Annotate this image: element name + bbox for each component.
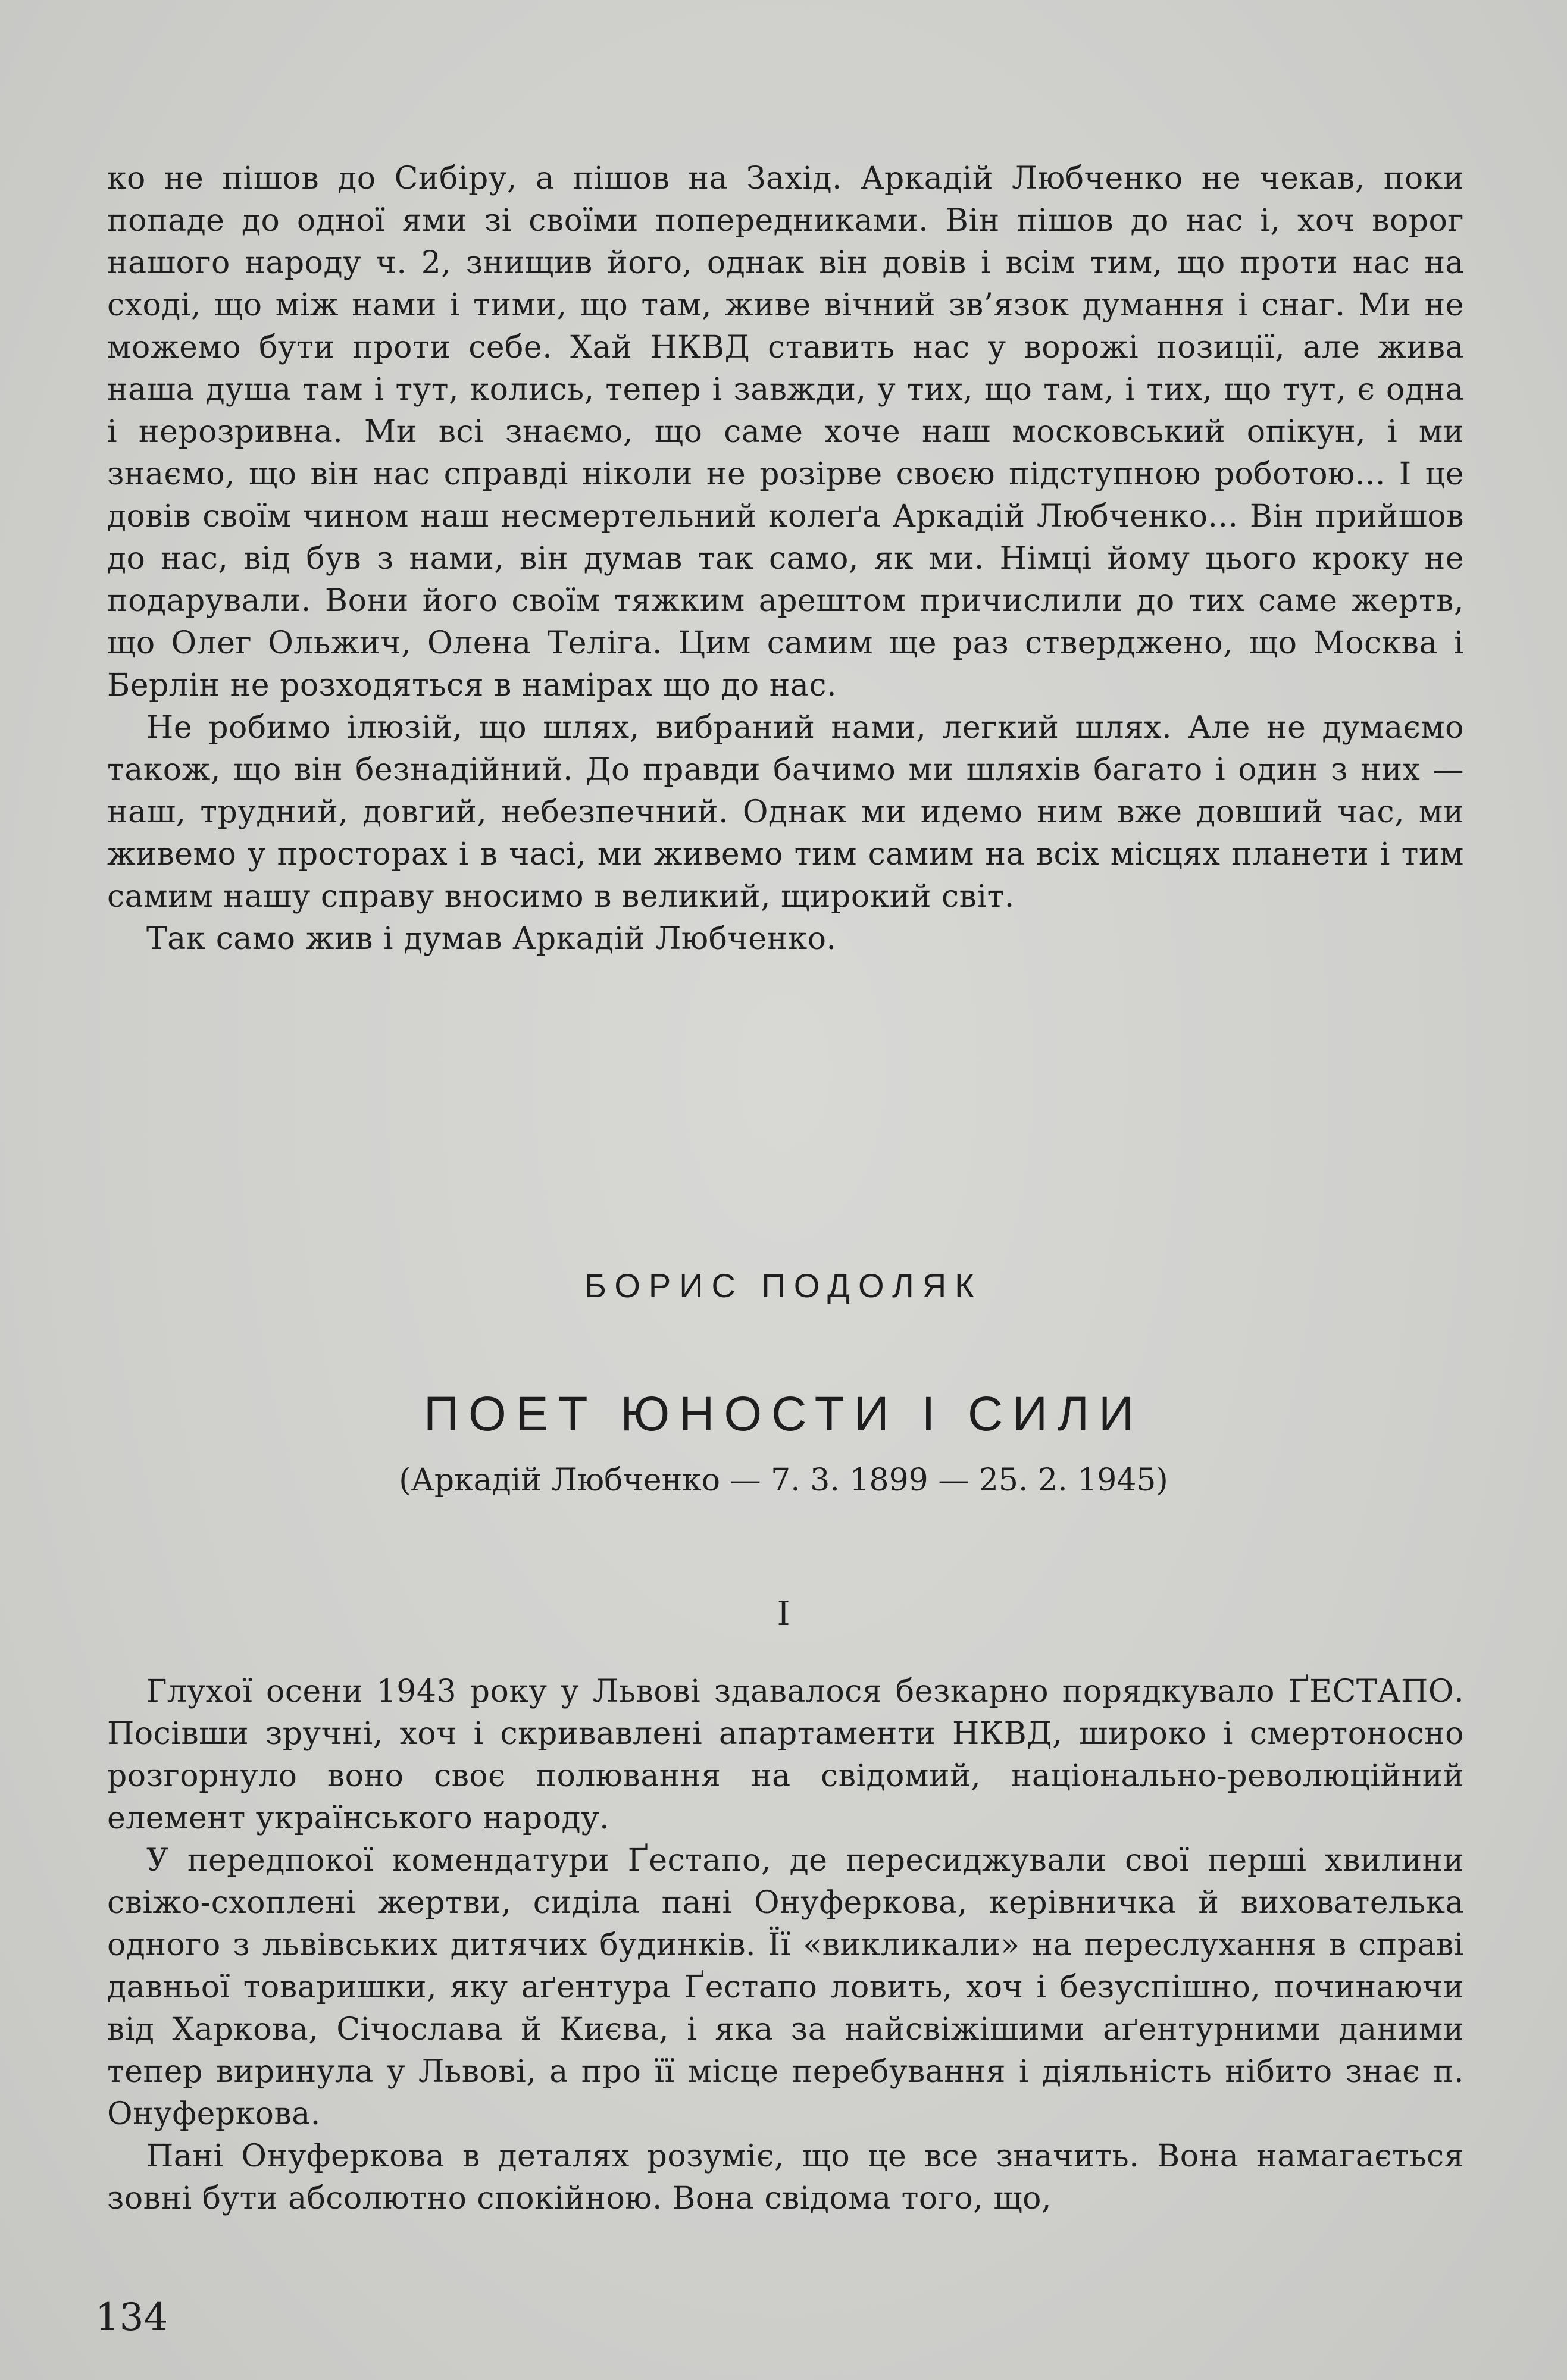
paragraph: ко не пішов до Сибіру, а пішов на Захід. Аркадій Любченко не чекав, поки попаде до одної ями зі своїми попередниками. Він пішов до нас і, хоч ворог нашого народу ч. 2, знищив його, однак він довів і всім тим, що проти нас на сході, що між нами і тими, що там, живе вічний зв’язок думання і снаг. Ми не можемо бути проти себе. Хай НКВД ставить нас у ворожі позиції, але жива наша душа там і тут, колись, тепер і завжди, у тих, що там, і тих, що тут, є одна і нерозривна. Ми всі знаємо, що саме хоче наш московський опікун, і ми знаємо, що він нас справді ніколи не розірве своєю підступною роботою... І це довів своїм чином наш несмертельний колеґа Аркадій Любченко... Він прийшов до нас, від був з нами, він думав так само, як ми. Німці йому цього кроку не подарували. Вони його своїм тяжким арештом причислили до тих саме жертв, що Олег Ольжич, Олена Теліга. Цим самим ще раз стверджено, що Москва і Берлін не розходяться в намірах що до нас. (107, 161, 1464, 703)
paragraph: Пані Онуферкова в деталях розуміє, що це все значить. Вона намагається зовні бути абсолютно спокійною. Вона свідома того, що, (107, 2138, 1464, 2216)
section-number: I (777, 1595, 790, 1633)
page-number: 134 (95, 2296, 168, 2340)
article-subtitle: (Аркадій Любченко — 7. 3. 1899 — 25. 2. 1945) (399, 1463, 1168, 1498)
paragraph: Так само жив і думав Аркадій Любченко. (146, 921, 837, 957)
article-author: БОРИС ПОДОЛЯК (584, 1267, 983, 1304)
paragraph: Не робимо ілюзій, що шлях, вибраний нами, легкий шлях. Але не думаємо також, що він безнадійний. До правди бачимо ми шляхів багато і один з них — наш, трудний, довгий, небезпечний. Однак ми идемо ним вже довший час, ми живемо у просторах і в часі, ми живемо тим самим на всіх місцях планети і тим самим нашу справу вносимо в великий, щирокий світ. (107, 710, 1464, 915)
paragraph: У передпокої комендатури Ґестапо, де пересиджували свої перші хвилини свіжо-схоплені жертви, сиділа пані Онуферкова, керівничка й вихователька одного з львівських дитячих будинків. Її «викликали» на переслухання в справі давньої товаришки, яку аґентура Ґестапо ловить, хоч і безуспішно, починаючи від Харкова, Січослава й Києва, і яка за найсвіжішими аґентурними даними тепер виринула у Львові, а про її місце перебування і діяльність нібито знає п. Онуферкова. (107, 1843, 1464, 2132)
previous-article-ending (107, 158, 1464, 960)
article-title: ПОЕТ ЮНОСТИ І СИЛИ (424, 1387, 1143, 1441)
paragraph: Глухої осени 1943 року у Львові здавалося безкарно порядкувало ҐЕСТАПО. Посівши зручні, хоч і скривавлені апартаменти НКВД, широко і смертоносно розгорнуло воно своє полювання на свідомий, національно-революційний елемент українського народу. (107, 1674, 1464, 1836)
article-body (107, 1671, 1464, 2220)
